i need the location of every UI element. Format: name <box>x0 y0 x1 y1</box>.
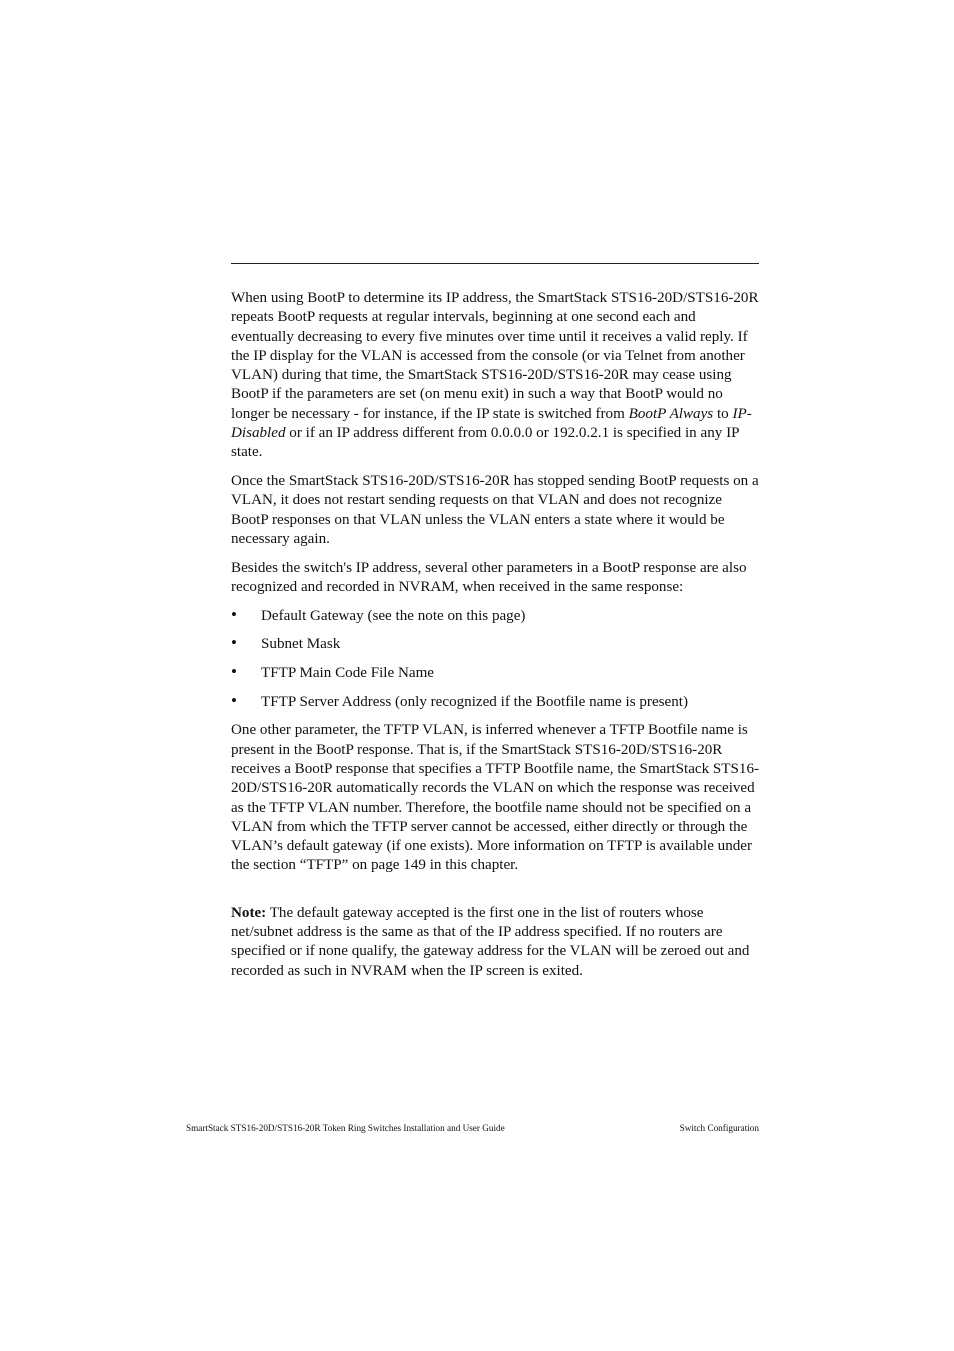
bullet-icon: • <box>231 662 237 681</box>
list-item-text: Subnet Mask <box>261 636 341 653</box>
bullet-icon: • <box>231 690 237 710</box>
note-default-gateway <box>231 904 761 981</box>
paragraph-text: or if an IP address different from 0.0.0.0 or 192.0.2.1 is specified in any IP state. <box>231 425 739 461</box>
emphasis-bootp-always: BootP Always <box>628 405 714 422</box>
emphasis-ip-disabled: IP-Disabled <box>231 405 752 442</box>
list-item <box>231 635 761 654</box>
list-item-text: TFTP Main Code File Name <box>261 665 435 681</box>
list-item-text: Default Gateway (see the note on this page) <box>261 607 526 624</box>
bullet-icon: • <box>231 633 237 653</box>
paragraph-text: to <box>713 405 733 422</box>
page-body <box>231 289 761 990</box>
bullet-icon: • <box>231 604 237 624</box>
paragraph-bootp-stop: Once the SmartStack STS16-20D/STS16-20R has stopped sending BootP requests on a VLAN, it does not restart sending requests on that VLAN and does not recognize BootP responses on that VLAN unless the VLAN enters a state where it would be necessary again. <box>231 473 759 547</box>
list-item <box>231 664 761 683</box>
list-item <box>231 604 761 626</box>
paragraph-text: When using BootP to determine its IP address, the SmartStack STS16-20D/STS16-20R repeats BootP requests at regular intervals, beginning at one second each and eventually decreasing to every five minutes over time until it receives a valid reply. If the IP display for the VLAN is accessed from the console (or via Telnet from another VLAN) during that time, the SmartStack STS16-20D/STS16-20R may cease using BootP if the parameters are set (on menu exit) in such a way that BootP would no longer be necessary - for instance, if the IP state is switched from <box>231 290 759 422</box>
note-text: The default gateway accepted is the first one in the list of routers whose net/subnet address is the same as that of the IP address specified. If no routers are specified or if none qualify, the gateway address for the VLAN will be zeroed out and recorded as such in NVRAM when the IP screen is exited. <box>231 904 750 979</box>
list-item <box>231 690 761 712</box>
header-rule <box>231 263 759 264</box>
paragraph-tftp-vlan: One other parameter, the TFTP VLAN, is inferred whenever a TFTP Bootfile name is present in the BootP response. That is, if the SmartStack STS16-20D/STS16-20R receives a BootP response that specifies a TFTP Bootfile name, the SmartStack STS16-20D/STS16-20R automatically records the VLAN on which the response was received as the TFTP VLAN number. Therefore, the bootfile name should not be specified on a VLAN from which the TFTP server cannot be accessed, either directly or through the VLAN’s default gateway (if one exists). More information on TFTP is available under the section “TFTP” on page 149 in this chapter. <box>231 722 760 874</box>
paragraph-bootp-parameters: Besides the switch's IP address, several other parameters in a BootP response are also recognized and recorded in NVRAM, when received in the same response: <box>231 559 747 595</box>
footer-book-title: SmartStack STS16-20D/STS16-20R Token Ring Switches Installation and User Guide <box>186 1123 505 1133</box>
list-item-text: TFTP Server Address (only recognized if the Bootfile name is present) <box>261 693 688 710</box>
parameter-list <box>231 604 761 712</box>
paragraph-bootp-retry <box>231 289 761 463</box>
footer-chapter-title: Switch Configuration <box>679 1123 759 1133</box>
note-label: Note: <box>231 904 267 921</box>
